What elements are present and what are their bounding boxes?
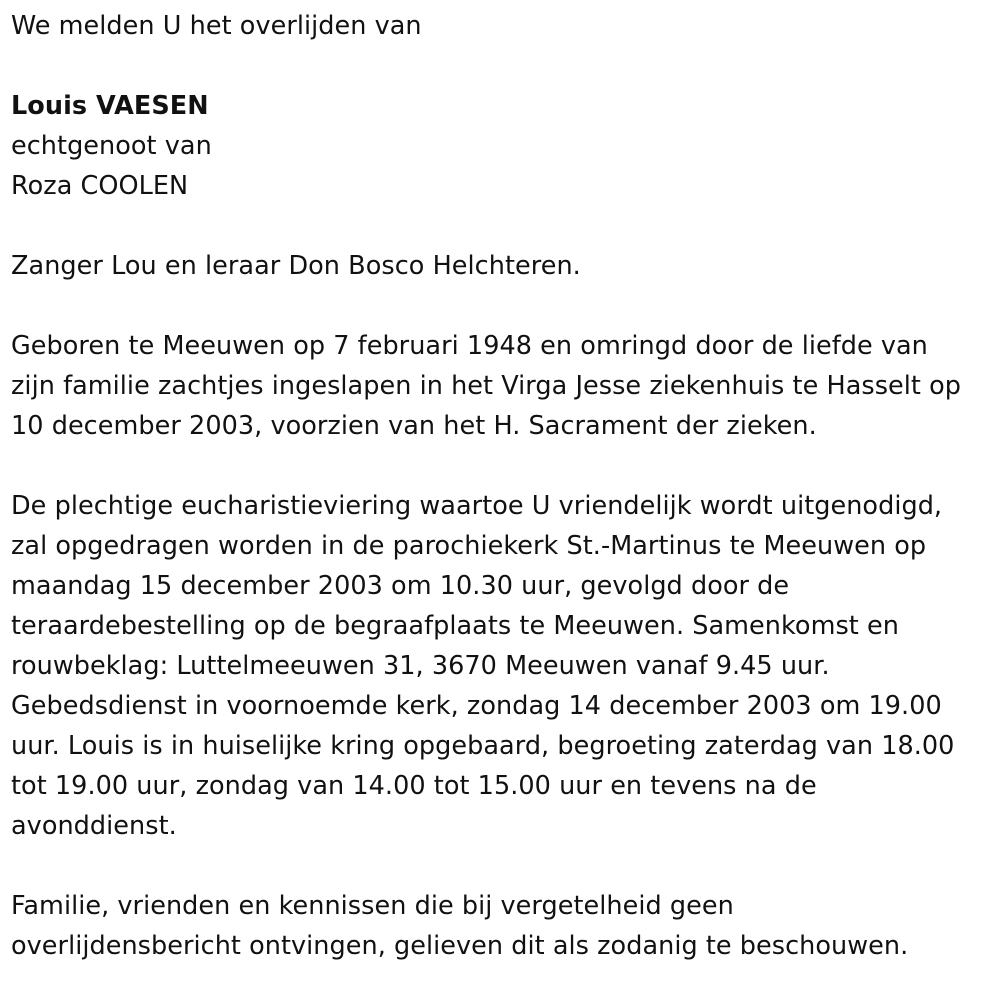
spacer <box>11 446 1000 486</box>
paragraph-line: Familie, vrienden en kennissen die bij vergetelheid geen <box>11 891 734 921</box>
paragraph-line: maandag 15 december 2003 om 10.30 uur, gevolgd door de <box>11 571 790 601</box>
relation-text: echtgenoot van <box>11 131 212 161</box>
paragraph-line: zal opgedragen worden in de parochiekerk St.-Martinus te Meeuwen op <box>11 531 927 561</box>
ceremony-paragraph <box>11 486 1000 846</box>
paragraph-line: De plechtige eucharistieviering waartoe U vriendelijk wordt uitgenodigd, <box>11 491 943 521</box>
deceased-name: Louis VAESEN <box>11 91 209 121</box>
paragraph-line: zijn familie zachtjes ingeslapen in het Virga Jesse ziekenhuis te Hasselt op <box>11 371 962 401</box>
birth-death-paragraph <box>11 326 1000 446</box>
paragraph-line: tot 19.00 uur, zondag van 14.00 tot 15.00 uur en tevens na de <box>11 771 817 801</box>
paragraph-line: rouwbeklag: Luttelmeeuwen 31, 3670 Meeuwen vanaf 9.45 uur. <box>11 651 830 681</box>
intro-text: We melden U het overlijden van <box>11 11 422 41</box>
paragraph-line: Geboren te Meeuwen op 7 februari 1948 en omringd door de liefde van <box>11 331 928 361</box>
spacer <box>11 286 1000 326</box>
paragraph-line: uur. Louis is in huiselijke kring opgebaard, begroeting zaterdag van 18.00 <box>11 731 955 761</box>
spacer <box>11 206 1000 246</box>
spacer <box>11 46 1000 86</box>
occupation-text: Zanger Lou en leraar Don Bosco Helchteren. <box>11 251 581 281</box>
closing-paragraph <box>11 886 1000 966</box>
paragraph-line: Gebedsdienst in voornoemde kerk, zondag 14 december 2003 om 19.00 <box>11 691 942 721</box>
paragraph-line: teraardebestelling op de begraafplaats te Meeuwen. Samenkomst en <box>11 611 899 641</box>
paragraph-line: 10 december 2003, voorzien van het H. Sacrament der zieken. <box>11 411 817 441</box>
spacer <box>11 846 1000 886</box>
spouse-name: Roza COOLEN <box>11 171 189 201</box>
paragraph-line: avonddienst. <box>11 811 177 841</box>
paragraph-line: overlijdensbericht ontvingen, gelieven dit als zodanig te beschouwen. <box>11 931 909 961</box>
